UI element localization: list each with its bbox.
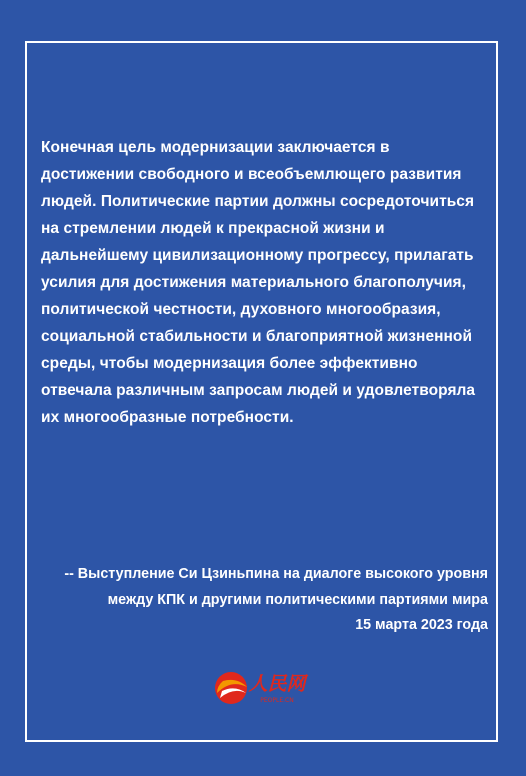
attribution xyxy=(33,562,488,639)
attribution-line-2: между КПК и другими политическими партиями мира xyxy=(107,591,488,608)
logo-subtext: PEOPLE.CN xyxy=(260,697,294,704)
logo-calligraphy: 人民网 xyxy=(248,673,306,695)
attribution-line-1: -- Выступление Си Цзиньпина на диалоге высокого уровня xyxy=(64,566,488,582)
quote-text: Конечная цель модернизации заключается в достижении свободного и всеобъемлющего развития людей. Политические партии должны сосредоточиться на стремлении людей к прекрасной жизни и дальнейшему цивилизационному прогрессу, прилагать усилия для достижения материального благополучия, политической честности, духовного многообразия, социальной стабильности и благоприятной жизненной среды, чтобы модернизация более эффективно отвечала различным запросам людей и удовлетворяла их многообразные потребности. xyxy=(41,139,476,426)
people-daily-logo-icon xyxy=(209,667,319,711)
attribution-date: 15 марта 2023 года xyxy=(355,617,488,633)
